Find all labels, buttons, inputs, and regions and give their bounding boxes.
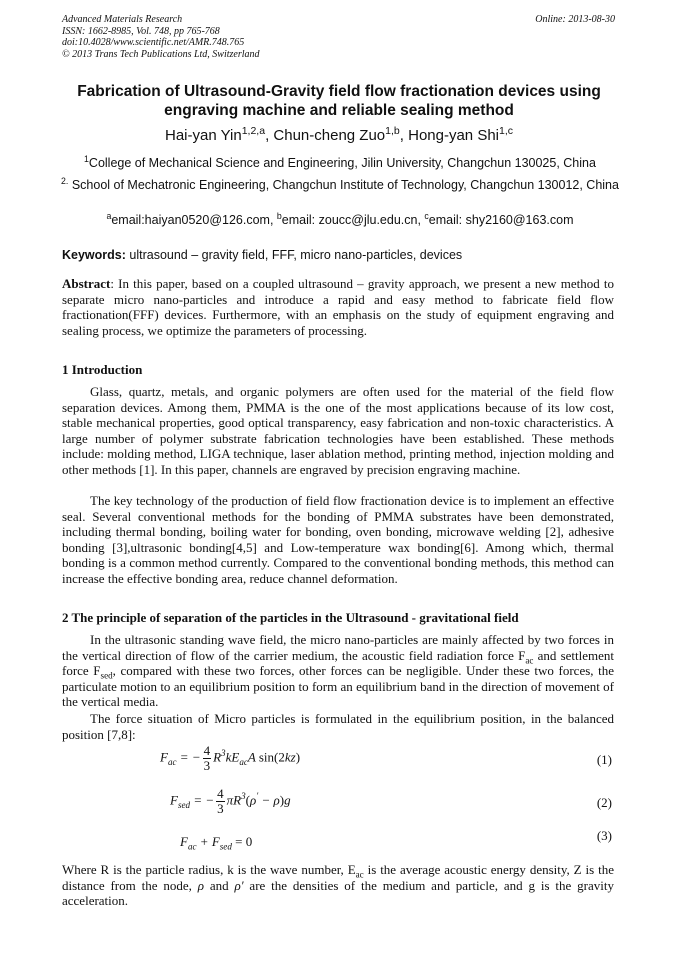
principle-paragraph-1 xyxy=(62,632,614,710)
journal-name: Advanced Materials Research xyxy=(62,14,183,25)
journal-header xyxy=(62,14,260,60)
intro-paragraph-2: The key technology of the production of field flow fractionation device is to implement an effective seal. Several conventional methods for the bonding of PMMA substrates have been demonstrated, including thermal bonding, boiling water for bonding, oven bonding, microwave welding [2], adhesive bonding [3],ultrasonic bonding[4,5] and Low-temperature wax bonding[6]. Among which, thermal bonding is a common method currently. Compared to the conventional bonding methods, this method can increase the effective bonding area, reduce channel deformation. xyxy=(62,493,614,586)
text-run: are the densities of the medium and particle, and g is the gravity acceleration. xyxy=(62,877,614,909)
subscript: ac xyxy=(525,655,534,666)
section-heading-principle: 2 The principle of separation of the particles in the Ultrasound - gravitational field xyxy=(62,610,519,625)
equation-number-3: (3) xyxy=(596,828,612,843)
keywords-label: Keywords: xyxy=(62,248,126,262)
affiliation-text: School of Mechatronic Engineering, Changchun Institute of Technology, Changchun 130012, China xyxy=(71,178,619,192)
principle-paragraph-3: Where R is the particle radius, k is the wave number, $E_{ac}$ is the average acoustic energy density, Z is the distance from the node, ρ and ρ′ are the densities of the medium and particle, and g is the gravity acceleration. xyxy=(62,862,614,909)
section-heading-introduction: 1 Introduction xyxy=(62,362,143,377)
doi-line: doi:10.4028/www.scientific.net/AMR.748.765 xyxy=(62,37,245,48)
text-run: , compared with these two forces, other forces can be negligible. Under these two forces, the particulate motion to an equilibrium position to form an equilibrium band in the direction of movement of the vertical media. xyxy=(62,663,614,710)
equation-number-1: (1) xyxy=(596,752,612,767)
paper-title: Fabrication of Ultrasound-Gravity field flow fractionation devices using engraving machine and reliable sealing method xyxy=(77,83,601,119)
abstract-label: Abstract xyxy=(62,276,111,291)
author-sup: 1,b xyxy=(385,125,400,137)
subscript: sed xyxy=(100,670,113,681)
text-run: In the ultrasonic standing wave field, the micro nano-particles are mainly affected by two forces in the vertical direction of flow of the carrier medium, the acoustic field radiation force F xyxy=(62,632,614,663)
subscript: ac xyxy=(355,869,364,880)
equation-number-2: (2) xyxy=(596,795,612,810)
author-name: Chun-cheng Zuo xyxy=(273,127,386,144)
text-run: is the average acoustic energy density, Z is the distance from the node, xyxy=(62,862,614,893)
author-name: Hong-yan Shi xyxy=(408,127,499,144)
equation-2: $F_{sed}$ = − $\frac{4}{3}$ $\pi R^3(\rho' - \rho)g$ xyxy=(170,786,291,816)
equation-1: $F_{ac}$ = − $\frac{4}{3}$ $R^3kE_{ac}A$ sin(2kz) xyxy=(160,743,301,773)
email-line xyxy=(60,212,620,229)
author-sup: 1,c xyxy=(499,125,514,137)
email-b: email: zoucc@jlu.edu.cn, xyxy=(281,213,425,227)
intro-paragraph-1: Glass, quartz, metals, and organic polymers are often used for the material of the field flow separation devices. Among them, PMMA is the one of the most applications because of its low cost, stable mechanical properties, good optical transparency, easy fabrication and non-toxic characteristics. A large number of polymer substrate fabrication technologies have been established. These methods include: molding method, LIGA technique, laser ablation method, printing method, injection molding and other methods [1]. In this paper, channels are engraved by precision engraving machine. xyxy=(62,384,614,477)
affiliation-text: College of Mechanical Science and Engineering, Jilin University, Changchun 130025, China xyxy=(88,156,596,170)
email-c: email: shy2160@163.com xyxy=(428,213,574,227)
text-run: and settlement force F xyxy=(62,647,615,679)
affiliation-2 xyxy=(60,177,620,194)
text-run: Where R is the particle radius, k is the wave number, E xyxy=(62,862,356,877)
author-sup: 1,2,a xyxy=(241,125,266,137)
equation-3: $F_{ac} + F_{sed} = 0$ xyxy=(180,834,253,852)
keywords xyxy=(62,248,462,262)
online-date: Online: 2013-08-30 xyxy=(535,14,615,25)
affiliation-mark: 2. xyxy=(61,175,69,186)
copyright-line: © 2013 Trans Tech Publications Ltd, Switzerland xyxy=(62,48,260,60)
email-mark: b xyxy=(276,210,282,221)
author-name: Hai-yan Yin xyxy=(164,127,242,144)
abstract xyxy=(62,276,614,338)
email-mark: c xyxy=(424,210,429,221)
issn-line: ISSN: 1662-8985, Vol. 748, pp 765-768 xyxy=(62,25,220,37)
keywords-text: ultrasound – gravity field, FFF, micro nano-particles, devices xyxy=(125,248,463,262)
author-list: Hai-yan Yin$^{1,2,a}$, Chun-cheng Zuo$^{1,b}$, Hong-yan Shi$^{1,c}$ xyxy=(164,125,514,144)
affiliation-mark: 1 xyxy=(84,153,89,164)
principle-paragraph-2: The force situation of Micro particles is formulated in the equilibrium position, in the balanced position [7,8]: xyxy=(62,711,614,742)
affiliation-1 xyxy=(60,155,620,172)
text-run: and xyxy=(203,877,235,893)
email-mark: a xyxy=(106,210,112,221)
email-a: email:haiyan0520@126.com, xyxy=(111,213,277,227)
abstract-text: : In this paper, based on a coupled ultrasound – gravity approach, we present a new method to separate micro nano-particles and introduce a rapid and easy method to fabricate field flow fractionation(FFF) devices. Furthermore, with an emphasis on the study of equipment engraving and sealing process, we optimize the parameters of processing. xyxy=(62,276,614,338)
